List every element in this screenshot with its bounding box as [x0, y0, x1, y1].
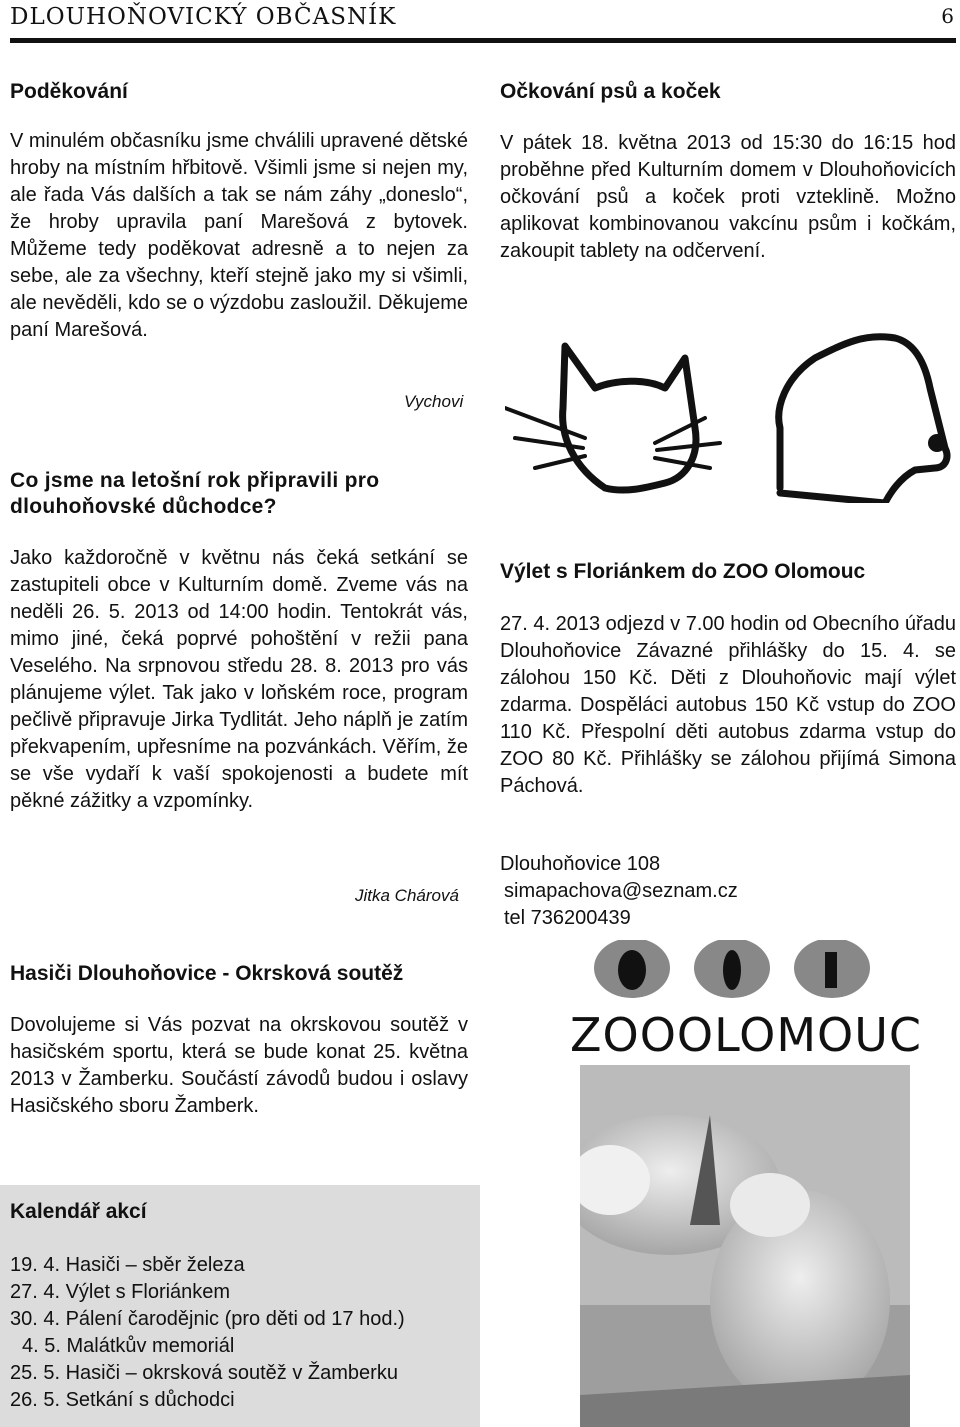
- kalendar-heading: Kalendář akcí: [10, 1200, 147, 1223]
- lion-cubs-photo: [580, 1065, 910, 1427]
- kalendar-item: 4. 5. Malátkův memoriál: [22, 1335, 235, 1357]
- cat-head-outline: [563, 346, 696, 490]
- hasici-heading: Hasiči Dlouhoňovice - Okrsková soutěž: [10, 962, 404, 985]
- page-number: 6: [941, 4, 954, 28]
- cat-dog-drawing: [505, 318, 955, 503]
- podekovani-signature: Vychovi: [404, 392, 464, 411]
- cat-whiskers-right: [655, 418, 720, 468]
- kalendar-item: 26. 5. Setkání s důchodci: [10, 1389, 235, 1411]
- kalendar-item: 19. 4. Hasiči – sběr železa: [10, 1254, 245, 1276]
- dog-nose: [928, 434, 946, 452]
- duchodci-signature: Jitka Chárová: [355, 886, 459, 905]
- ockovani-heading: Očkování psů a koček: [500, 80, 721, 103]
- cat-whiskers-left: [505, 408, 585, 468]
- podekovani-heading: Poděkování: [10, 80, 128, 103]
- vylet-text: 27. 4. 2013 odjezd v 7.00 hodin od Obecního úřadu Dlouhoňovice Závazné přihlášky do 15. 4. se zálohou 150 Kč. Děti z Dlouhoňovic mají výlet zdarma. Dospěláci autobus 150 Kč vstup do ZOO 110 Kč. Přespolní děti autobus zdarma vstup do ZOO 80 Kč. Přihlášky se zálohou přijímá Simona Páchová.: [500, 613, 956, 797]
- ockovani-text: V pátek 18. května 2013 od 15:30 do 16:15 hod proběhne před Kulturním domem v Dlouhoňovicích očkování psů a koček proti vzteklině. Možno aplikovat kombinovanou vakcínu psům i kočkám, zakoupit tablety na odčervení.: [500, 132, 956, 262]
- dog-head-outline: [779, 337, 947, 503]
- podekovani-text: V minulém občasníku jsme chválili upravené dětské hroby na místním hřbitově. Všimli jsme si nejen my, ale řada Vás dalších a tak se nám záhy „doneslo“, že hroby upravila paní Marešová z bytovek. Můžeme tedy poděkovat adresně a to nejen za sebe, ale za všechny, kteří stejně jako my si všimli, ale nevěděli, kdo se o výzdobu zasloužil. Děkujeme paní Marešová.: [10, 130, 468, 341]
- vylet-heading: Výlet s Floriánkem do ZOO Olomouc: [500, 560, 866, 583]
- hasici-text: Dovolujeme si Vás pozvat na okrskovou soutěž v hasičském sportu, která se bude konat 25. května 2013 v Žamberku. Součástí závodů budou i oslavy Hasičského sboru Žamberk.: [10, 1014, 468, 1117]
- header-rule: [10, 38, 956, 43]
- newsletter-title: DLOUHOŇOVICKÝ OBČASNÍK: [10, 4, 397, 30]
- kalendar-item: 30. 4. Pálení čarodějnic (pro děti od 17 hod.): [10, 1308, 405, 1330]
- zoo-logo-text: ZOOOLOMOUC: [570, 1008, 923, 1062]
- vylet-address: Dlouhoňovice 108: [500, 853, 661, 875]
- duchodci-text: Jako každoročně v květnu nás čeká setkání se zastupiteli obce v Kulturním domě. Zveme vás na neděli 26. 5. 2013 od 14:00 hodin. Tentokrát vás, mimo jiné, čeká poprvé pohoštění v režii pana Veselého. Na srpnovou středu 28. 8. 2013 pro vás plánujeme výlet. Tak jako v loňském roce, program pečlivě připravuje Jirka Tydlitát. Jeho náplň je zatím překvapením, upřesníme na pozvánkách. Věřím, že se vše vydaří k vaší spokojenosti a budete mít pěkné zážitky a vzpomínky.: [10, 547, 469, 812]
- vylet-email: simapachova@seznam.cz: [504, 880, 738, 902]
- kalendar-item: 25. 5. Hasiči – okrsková soutěž v Žamberku: [10, 1362, 398, 1384]
- duchodci-heading: Co jsme na letošní rok připravili pro dlouhoňovské důchodce?: [10, 469, 380, 518]
- kalendar-list: [10, 1252, 405, 1414]
- kalendar-item: 27. 4. Výlet s Floriánkem: [10, 1281, 231, 1303]
- vylet-phone: tel 736200439: [504, 907, 631, 929]
